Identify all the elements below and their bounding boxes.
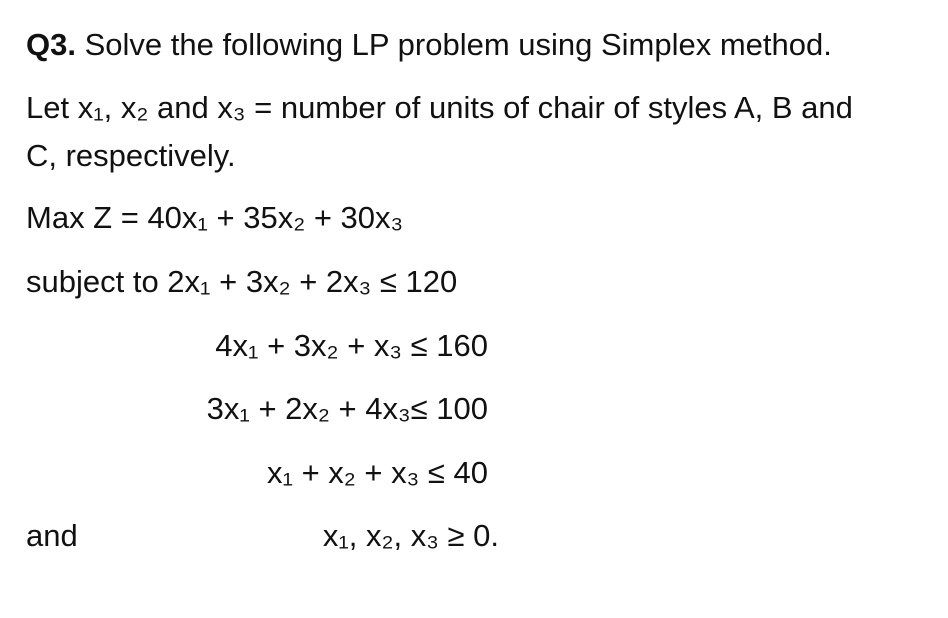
question-heading — [26, 27, 832, 63]
variable-definition-line-2: C, respectively. — [26, 138, 236, 173]
constraint-2: 4x₁ + 3x₂ + x₃ ≤ 160 — [215, 328, 488, 363]
constraint-3: 3x₁ + 2x₂ + 4x₃≤ 100 — [206, 391, 488, 426]
constraint-1: subject to 2x₁ + 3x₂ + 2x₃ ≤ 120 — [26, 264, 458, 299]
objective-function: Max Z = 40x₁ + 35x₂ + 30x₃ — [26, 200, 404, 235]
question-title: Solve the following LP problem using Simplex method. — [75, 27, 832, 62]
constraint-4: x₁ + x₂ + x₃ ≤ 40 — [267, 455, 488, 490]
nonnegativity-constraint: x₁, x₂, x₃ ≥ 0. — [322, 518, 499, 553]
nonnegativity-label: and — [26, 518, 78, 553]
question-label: Q3. — [26, 27, 76, 62]
variable-definition-line-1: Let x₁, x₂ and x₃ = number of units of chair of styles A, B and — [26, 90, 853, 125]
